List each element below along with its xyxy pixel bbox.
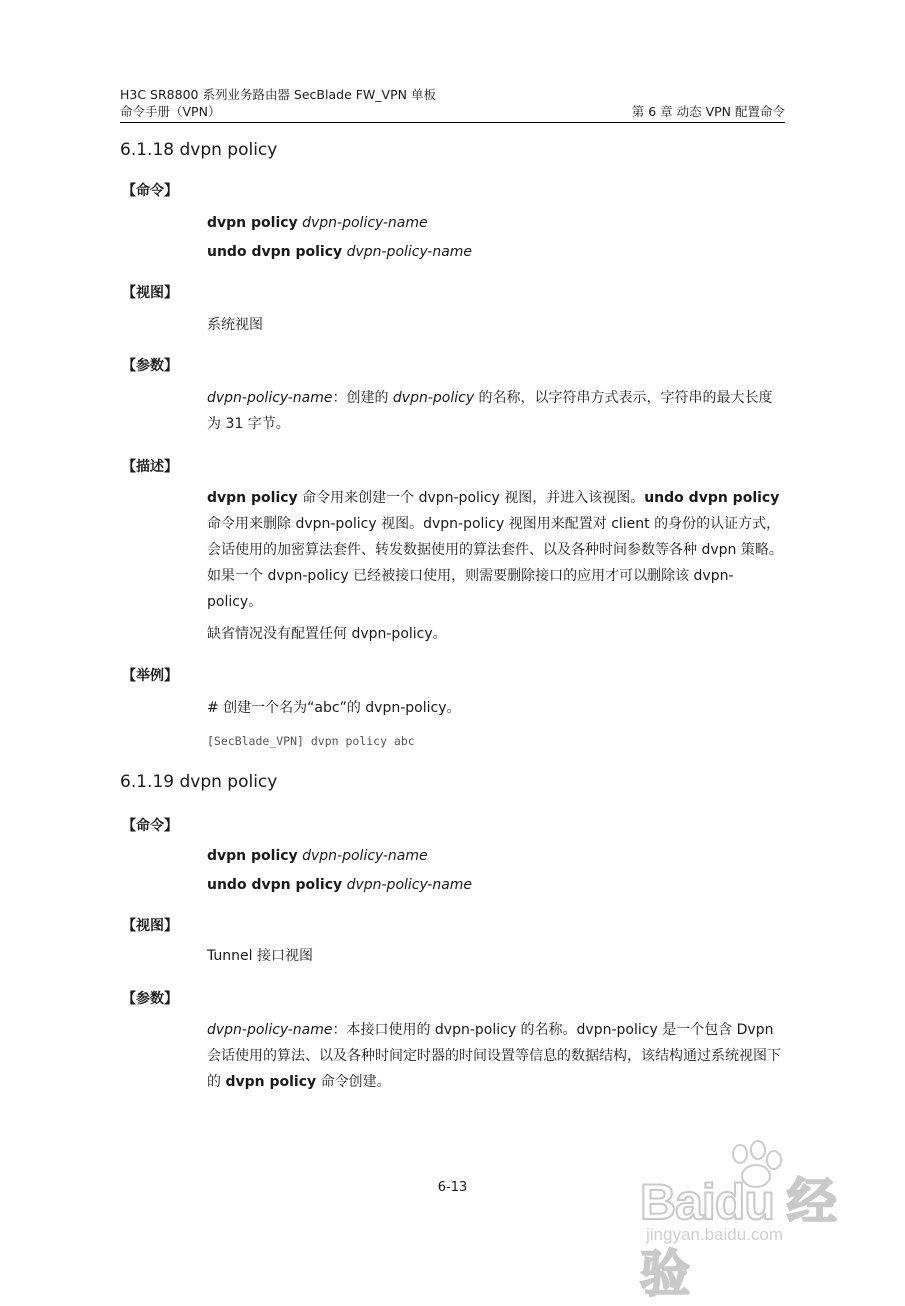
undo-command-line (207, 872, 785, 898)
watermark-url: jingyan.baidu.com (646, 1225, 784, 1244)
header-product-title: H3C SR8800 系列业务路由器 SecBlade FW_VPN 单板 (120, 87, 436, 102)
command-label: 【命令】 (122, 818, 178, 834)
watermark-logo: Baidu 经验 (640, 1174, 836, 1302)
example-label: 【举例】 (122, 668, 178, 684)
command-keyword: undo dvpn policy (207, 877, 343, 893)
example-code: [SecBlade_VPN] dvpn policy abc (207, 734, 415, 748)
parameter-description (207, 1017, 785, 1095)
command-argument: dvpn-policy-name (346, 244, 473, 260)
command-argument: dvpn-policy-name (302, 848, 428, 864)
parameter-text: 的名称，以字符串方式表示，字符串的最大长度为 31 字节。 (207, 390, 773, 432)
example-text: # 创建一个名为“abc”的 dvpn-policy。 (207, 700, 461, 716)
parameter-name: dvpn-policy-name (207, 1022, 333, 1038)
header-chapter-title: 第 6 章 动态 VPN 配置命令 (631, 104, 785, 119)
baidu-jingyan-watermark (640, 1140, 880, 1302)
view-text: 系统视图 (207, 317, 263, 333)
header-divider (120, 122, 785, 123)
view-text: Tunnel 接口视图 (207, 948, 313, 964)
parameter-text: ：创建的 (332, 390, 393, 406)
description-text: 命令用来删除 dvpn-policy 视图。dvpn-policy 视图用来配置对 client 的身份的认证方式，会话使用的加密算法套件、转发数据使用的算法套件、以及各种时间参数等各种 dvpn 策略。如果一个 dvpn-policy 已经被接口使用，则需要删除接口的应用才可以删除该 dvpn-policy。 (207, 516, 783, 610)
command-keyword: undo dvpn policy (644, 490, 780, 506)
command-argument: dvpn-policy-name (346, 877, 473, 893)
description-paragraph (207, 485, 785, 615)
header-manual-title: 命令手册（VPN） (120, 104, 221, 119)
parameter-name: dvpn-policy-name (207, 390, 333, 406)
parameter-label: 【参数】 (122, 991, 178, 1007)
description-label: 【描述】 (122, 459, 178, 475)
section-heading-6-1-18: 6.1.18 dvpn policy (120, 140, 278, 160)
view-label: 【视图】 (122, 285, 178, 301)
default-note: 缺省情况没有配置任何 dvpn-policy。 (207, 626, 447, 642)
command-keyword: dvpn policy (207, 215, 298, 231)
section-heading-6-1-19: 6.1.19 dvpn policy (120, 772, 278, 792)
parameter-text: ：本接口使用的 dvpn-policy 的名称。dvpn-policy 是一个包含 Dvpn 会话使用的算法、以及各种时间定时器的时间设置等信息的数据结构，该结构通过系统视图下的 (207, 1022, 781, 1090)
page-header (120, 86, 785, 120)
parameter-description (207, 385, 785, 437)
command-label: 【命令】 (122, 183, 178, 199)
command-keyword: dvpn policy (207, 490, 298, 506)
description-text: 命令用来创建一个 dvpn-policy 视图，并进入该视图。 (297, 490, 645, 506)
command-keyword: undo dvpn policy (207, 244, 343, 260)
undo-command-line (207, 239, 785, 265)
command-line (207, 843, 785, 869)
parameter-term: dvpn-policy (392, 390, 475, 406)
parameter-text: 命令创建。 (316, 1074, 391, 1090)
command-keyword: dvpn policy (225, 1074, 317, 1090)
command-line (207, 210, 785, 236)
parameter-label: 【参数】 (122, 358, 178, 374)
command-keyword: dvpn policy (207, 848, 298, 864)
view-label: 【视图】 (122, 918, 178, 934)
page-number: 6-13 (437, 1180, 468, 1195)
command-argument: dvpn-policy-name (302, 215, 428, 231)
